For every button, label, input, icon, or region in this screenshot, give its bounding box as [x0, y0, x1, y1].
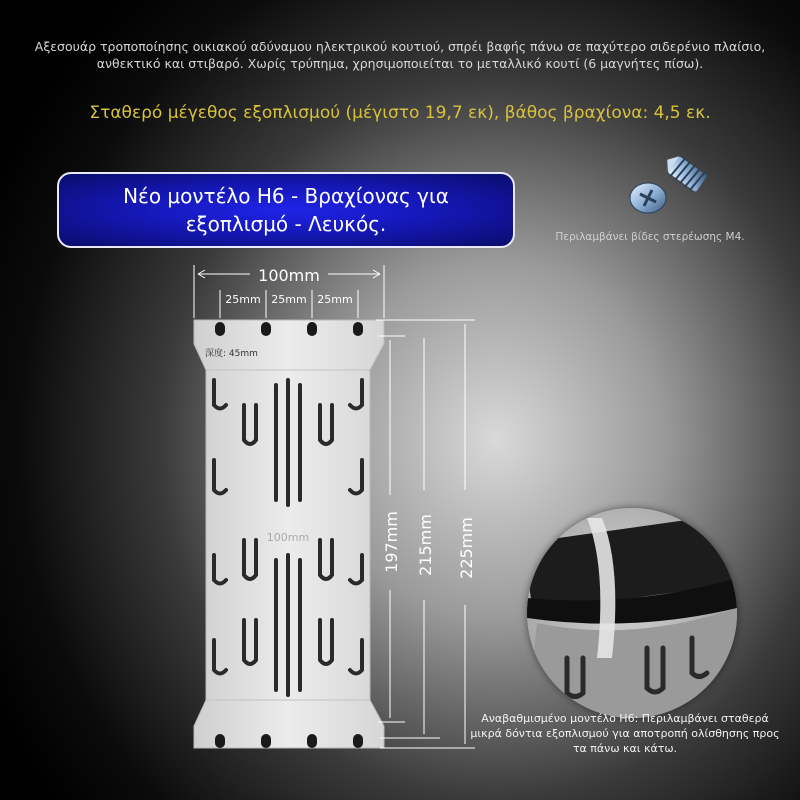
- depth-label: 深度: 45mm: [205, 349, 258, 359]
- detail-inset-photo: [527, 508, 737, 718]
- height-215-label: 215mm: [416, 514, 435, 576]
- width-total-label: 100mm: [258, 266, 320, 285]
- model-title: Νέο μοντέλο H6 - Βραχίονας για εξοπλισμό - Λευκός.: [123, 184, 449, 236]
- intro-description: Αξεσουάρ τροποποίησης οικιακού αδύναμου ηλεκτρικού κουτιού, σπρέι βαφής πάνω σε παχύτερο σιδερένιο πλαίσιο, ανθεκτικό και στιβαρό. Χωρίς τρύπημα, χρησιμοποιείται το μεταλλικό κουτί (6 μαγνήτες πίσω).: [34, 39, 766, 71]
- hole-spacing-label-1: 25mm: [225, 293, 261, 306]
- inset-caption: Αναβαθμισμένο μοντέλο H6: Περιλαμβάνει σταθερά μικρά δόντια εξοπλισμού για αποτροπή ολίσθησης προς τα πάνω και κάτω.: [470, 712, 780, 755]
- screw-caption: Περιλαμβάνει βίδες στερέωσης M4.: [555, 231, 745, 243]
- height-225-label: 225mm: [457, 517, 476, 579]
- hole-spacing-label-3: 25mm: [317, 293, 353, 306]
- inner-width-label: 100mm: [266, 531, 310, 544]
- hole-spacing-label-2: 25mm: [271, 293, 307, 306]
- height-197-label: 197mm: [382, 511, 401, 573]
- equipment-spec: Σταθερό μέγεθος εξοπλισμού (μέγιστο 19,7 εκ), βάθος βραχίονα: 4,5 εκ.: [89, 103, 711, 123]
